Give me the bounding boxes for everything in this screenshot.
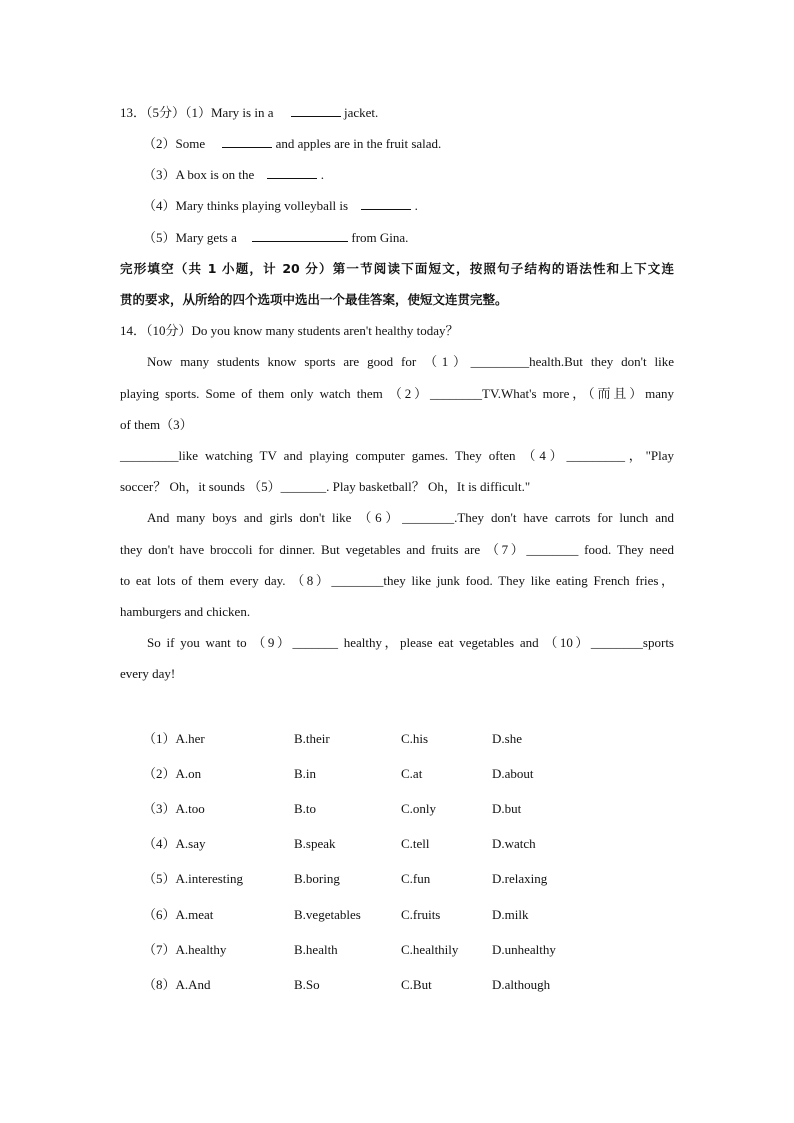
option-a: （7）A.healthy — [143, 942, 227, 957]
option-d: D.milk — [492, 907, 529, 922]
q14-header: 14．（10分）Do you know many students aren't healthy today？ — [120, 323, 459, 338]
answer-blank — [252, 229, 348, 242]
q13-line-5 — [143, 229, 408, 247]
option-a: （1）A.her — [143, 731, 205, 746]
option-c: C.But — [401, 977, 432, 992]
passage-p1-line-3: of them（3） — [120, 417, 193, 432]
option-a: （3）A.too — [143, 801, 205, 816]
passage-p3-line-2: every day! — [120, 666, 176, 681]
option-c: C.healthily — [401, 942, 459, 957]
option-c: C.fruits — [401, 907, 441, 922]
q13-line-4 — [143, 197, 418, 215]
option-c: C.at — [401, 766, 423, 781]
option-a: （8）A.And — [143, 977, 211, 992]
answer-blank — [361, 197, 411, 210]
q13-s5-head: （5）Mary gets a — [143, 230, 237, 245]
option-d: D.watch — [492, 836, 536, 851]
option-b: B.in — [294, 766, 317, 781]
option-d: D.relaxing — [492, 871, 548, 886]
option-b: B.their — [294, 731, 330, 746]
q13-line-1 — [120, 104, 378, 122]
q13-line-2 — [143, 135, 441, 153]
passage-p1-line-4: _________like watching TV and playing computer games. They often （4）_________，"Play — [120, 448, 674, 463]
option-b: B.to — [294, 801, 317, 816]
passage-p3-line-1: So if you want to （9）_______ healthy，please eat vegetables and （10）________sports — [147, 635, 674, 650]
passage-p2-line-4: hamburgers and chicken. — [120, 604, 251, 619]
passage-p2-line-3: to eat lots of them every day. （8）________they like junk food. They like eating French fries， — [120, 573, 674, 588]
q13-s4-head: （4）Mary thinks playing volleyball is — [143, 198, 349, 213]
option-b: B.vegetables — [294, 907, 361, 922]
answer-blank — [222, 135, 272, 148]
q13-s2-tail: and apples are in the fruit salad. — [275, 136, 442, 151]
option-c: C.fun — [401, 871, 431, 886]
option-b: B.So — [294, 977, 320, 992]
option-d: D.unhealthy — [492, 942, 556, 957]
answer-blank — [291, 104, 341, 117]
option-c: C.his — [401, 731, 429, 746]
option-a: （2）A.on — [143, 766, 202, 781]
answer-blank — [267, 166, 317, 179]
q13-line-3 — [143, 166, 324, 184]
option-d: D.about — [492, 766, 534, 781]
option-b: B.boring — [294, 871, 340, 886]
passage-p1-line-5: soccer？ Oh，it sounds （5）_______. Play basketball？ Oh，It is difficult." — [120, 479, 531, 494]
q13-s3-tail: . — [320, 167, 324, 182]
section-heading-line-2: 贯的要求，从所给的四个选项中选出一个最佳答案，使短文连贯完整。 — [120, 292, 508, 307]
section-heading-line-1: 完形填空（共 1 小题，计 20 分）第一节阅读下面短文，按照句子结构的语法性和上下文连 — [120, 261, 674, 276]
passage-p2-line-1: And many boys and girls don't like （6）________.They don't have carrots for lunch and — [147, 510, 674, 525]
q13-s2-head: （2）Some — [143, 136, 206, 151]
passage-p2-line-2: they don't have broccoli for dinner. But vegetables and fruits are （7）________ food. They need — [120, 542, 674, 557]
q13-s1-tail: jacket. — [343, 105, 379, 120]
passage-p1-line-1: Now many students know sports are good for （1）_________health.But they don't like — [147, 354, 674, 369]
passage-p1-line-2: playing sports. Some of them only watch them （2）________TV.What's more，（而且）many — [120, 386, 674, 401]
option-c: C.only — [401, 801, 437, 816]
option-c: C.tell — [401, 836, 430, 851]
option-d: D.but — [492, 801, 522, 816]
option-a: （5）A.interesting — [143, 871, 244, 886]
option-d: D.she — [492, 731, 522, 746]
option-a: （4）A.say — [143, 836, 206, 851]
option-b: B.speak — [294, 836, 336, 851]
q13-s5-tail: from Gina. — [351, 230, 409, 245]
option-a: （6）A.meat — [143, 907, 214, 922]
q13-header: 13．（5分）（1）Mary is in a — [120, 105, 274, 120]
option-b: B.health — [294, 942, 338, 957]
q13-s4-tail: . — [414, 198, 418, 213]
option-d: D.although — [492, 977, 551, 992]
q13-s3-head: （3）A box is on the — [143, 167, 255, 182]
